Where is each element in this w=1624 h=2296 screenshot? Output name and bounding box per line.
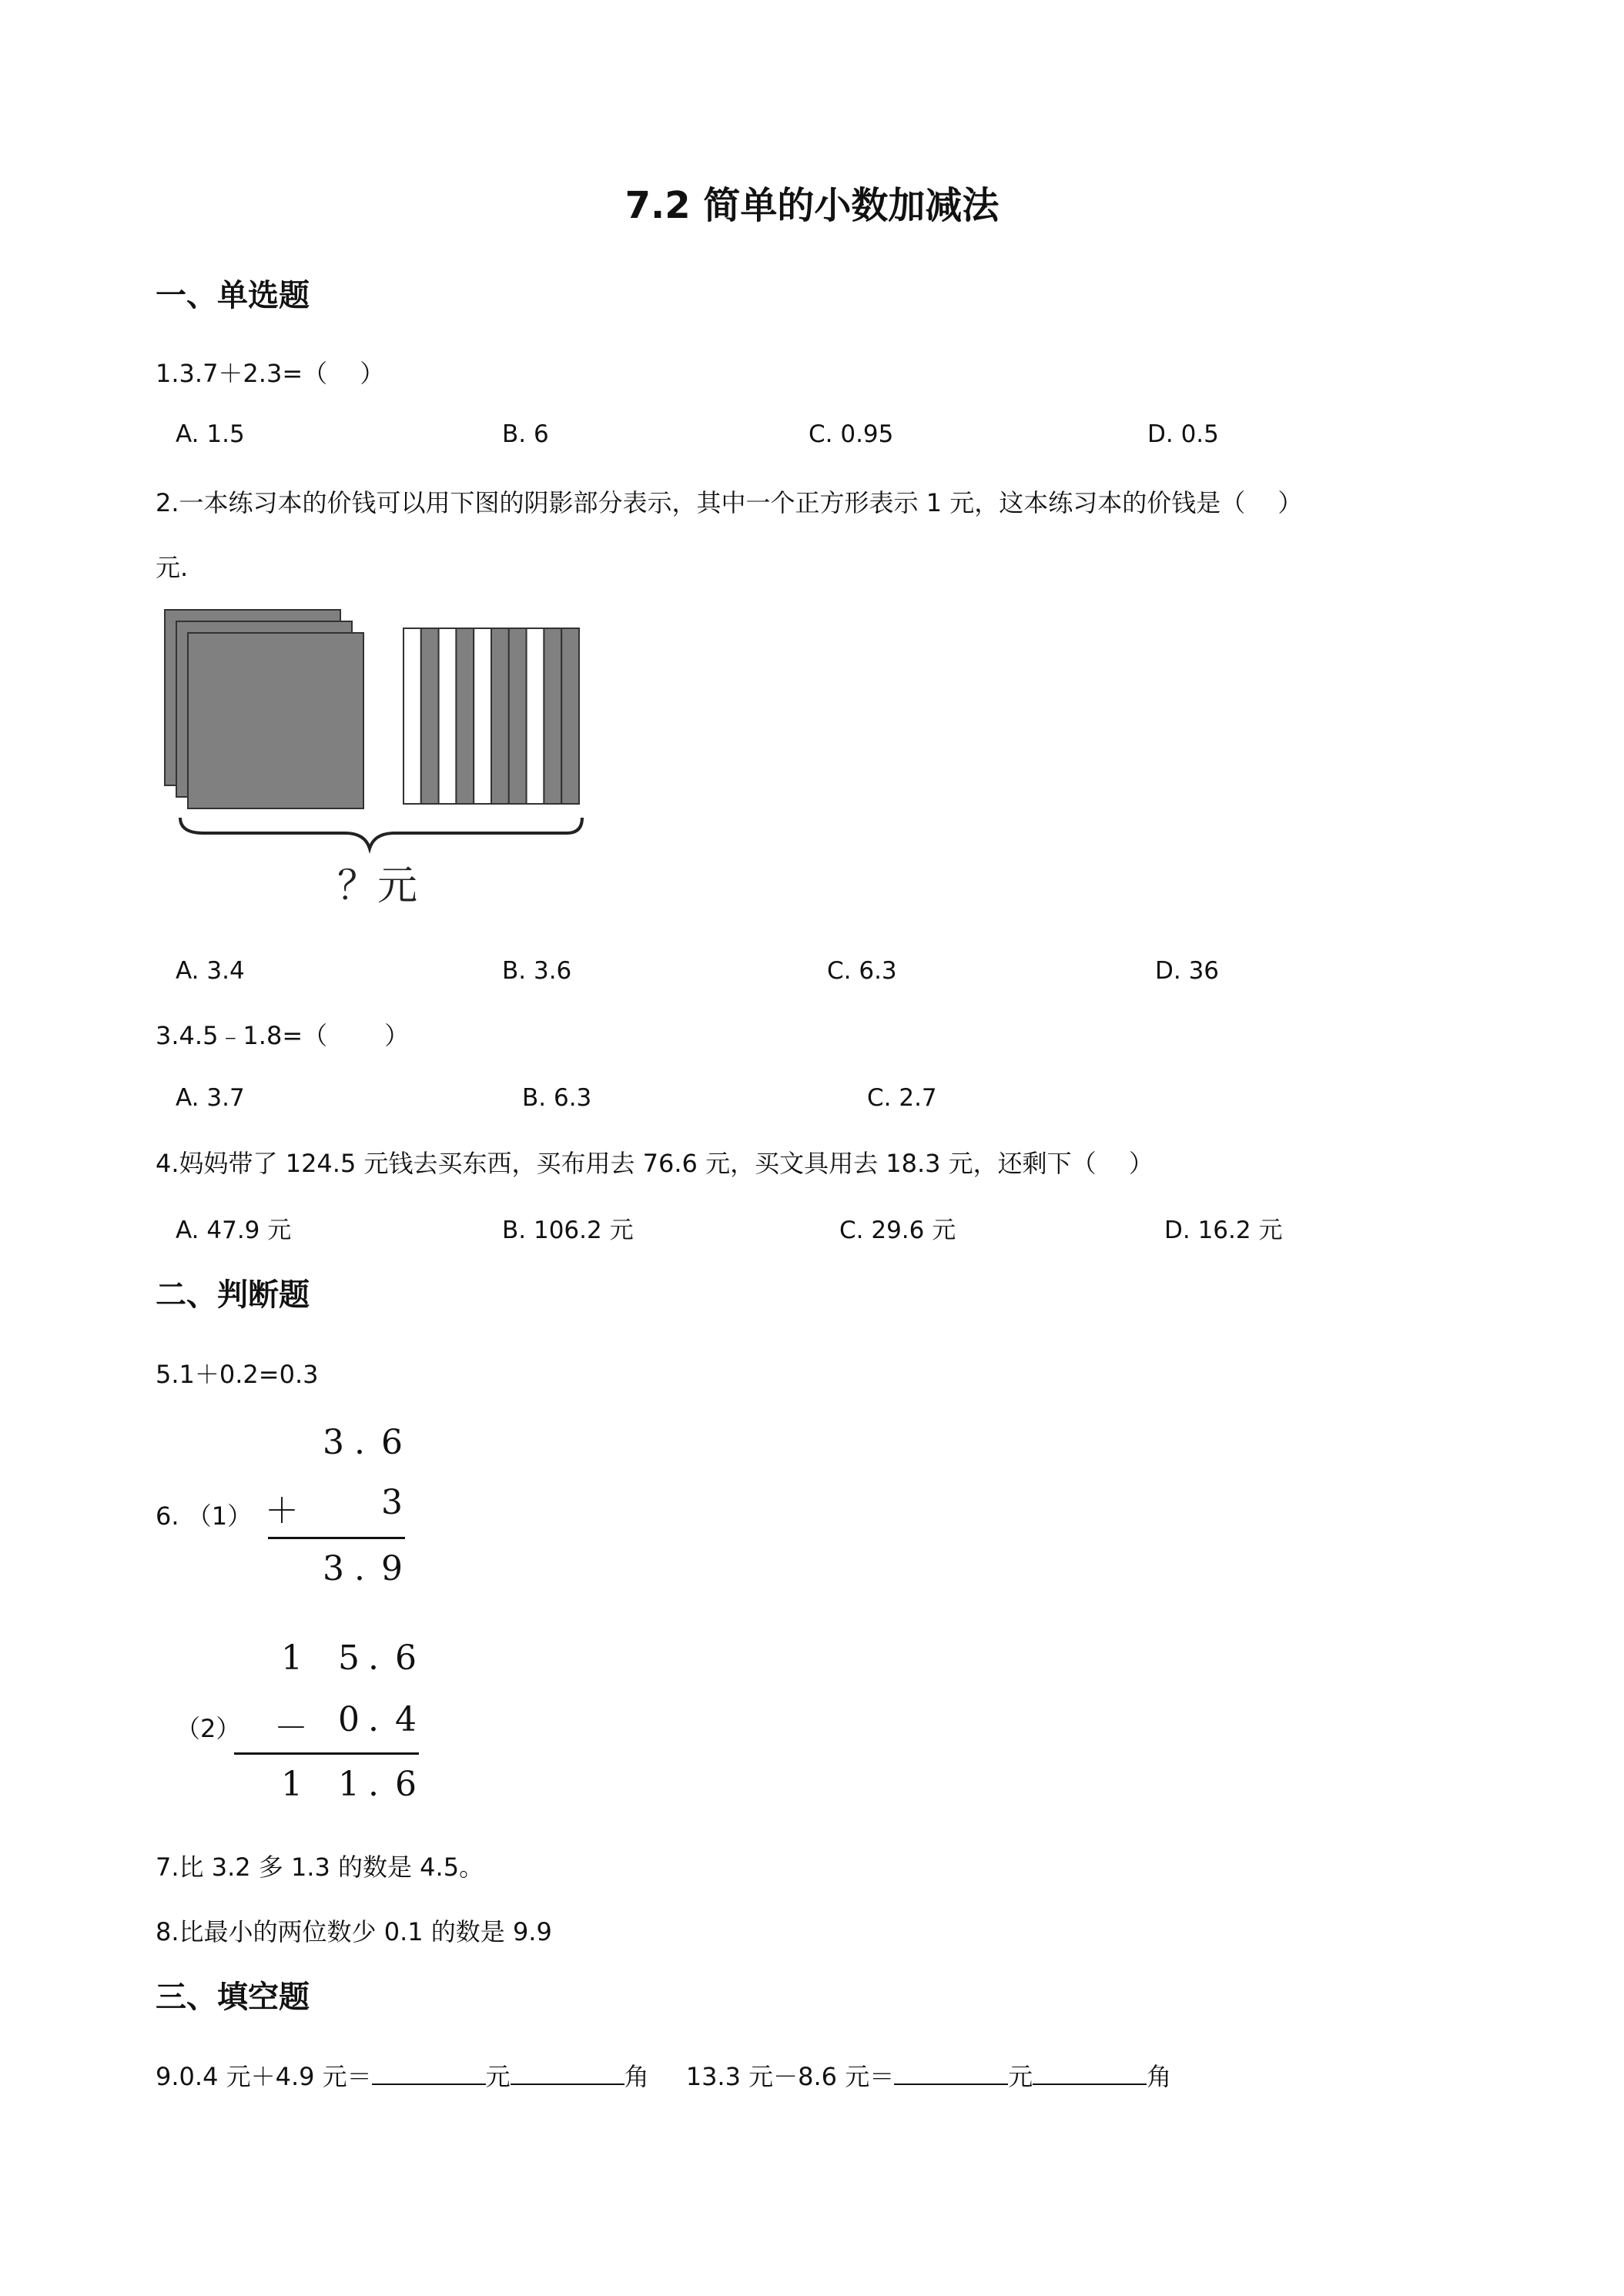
- q3-option-c: C. 2.7: [867, 1084, 937, 1112]
- q4-option-c: C. 29.6 元: [839, 1217, 956, 1244]
- figure-label: ？元: [337, 865, 418, 909]
- digit: 3: [323, 1549, 344, 1588]
- question-5: 5.1＋0.2=0.3: [156, 1360, 319, 1389]
- digit: 6: [395, 1765, 417, 1804]
- question-2: 2.一本练习本的价钱可以用下图的阴影部分表示，其中一个正方形表示 1 元，这本练习本的价钱是（ ）: [156, 488, 1303, 517]
- question-7: 7.比 3.2 多 1.3 的数是 4.5。: [156, 1853, 484, 1882]
- shaded-square-3: [188, 633, 363, 808]
- unit-yuan: 元: [1008, 2062, 1033, 2091]
- section-heading-single-choice: 一、单选题: [156, 278, 310, 313]
- q2-option-b: B. 3.6: [502, 957, 572, 985]
- operator-plus: ＋: [265, 1491, 299, 1531]
- question-6-part2-label: （2）: [176, 1714, 241, 1743]
- digit: .: [368, 1765, 379, 1804]
- q3-option-b: B. 6.3: [522, 1084, 592, 1112]
- digit: 0: [338, 1700, 360, 1739]
- difference-line: [234, 1752, 419, 1755]
- q1-option-d: D. 0.5: [1147, 420, 1219, 448]
- unit-yuan: 元: [485, 2062, 511, 2091]
- digit: 1: [281, 1765, 303, 1804]
- brace: [180, 818, 582, 848]
- section-heading-true-false: 二、判断题: [156, 1277, 310, 1313]
- question-8: 8.比最小的两位数少 0.1 的数是 9.9: [156, 1917, 552, 1946]
- q9-part-a: 9.0.4 元＋4.9 元＝: [156, 2062, 372, 2091]
- q4-option-d: D. 16.2 元: [1164, 1217, 1283, 1244]
- section-heading-fill-blank: 三、填空题: [156, 1980, 310, 2015]
- question-2-continued: 元.: [156, 553, 189, 582]
- shaded-tenth: [561, 628, 579, 804]
- price-figure: [163, 608, 594, 924]
- digit: .: [354, 1423, 365, 1462]
- digit: 6: [395, 1638, 417, 1678]
- q2-option-a: A. 3.4: [176, 957, 245, 985]
- shaded-tenth: [421, 628, 439, 804]
- shaded-tenth: [544, 628, 561, 804]
- digit: 1: [338, 1765, 360, 1804]
- unshaded-tenth: [439, 628, 457, 804]
- digit: 6: [381, 1423, 403, 1462]
- digit: 3: [323, 1423, 344, 1462]
- answer-blank-jiao-1[interactable]: [511, 2060, 624, 2085]
- q9-part-b: 13.3 元－8.6 元＝: [685, 2062, 895, 2091]
- unit-jiao: 角: [1147, 2062, 1172, 2091]
- q4-option-b: B. 106.2 元: [502, 1217, 634, 1244]
- question-3: 3.4.5﹣1.8=（ ）: [156, 1021, 410, 1050]
- q2-option-d: D. 36: [1155, 957, 1220, 985]
- digit: .: [368, 1638, 379, 1678]
- answer-blank-jiao-2[interactable]: [1033, 2060, 1147, 2085]
- unshaded-tenth: [527, 628, 544, 804]
- q1-option-b: B. 6: [502, 420, 549, 448]
- answer-blank-yuan-2[interactable]: [894, 2060, 1008, 2085]
- shaded-square-stack: [165, 610, 363, 808]
- question-6-label: 6. （1）: [156, 1501, 253, 1531]
- question-1: 1.3.7＋2.3=（ ）: [156, 359, 385, 388]
- sum-line: [268, 1537, 405, 1539]
- unit-jiao: 角: [624, 2062, 649, 2091]
- shaded-tenth: [456, 628, 474, 804]
- digit: .: [368, 1700, 379, 1739]
- q1-option-a: A. 1.5: [176, 420, 245, 448]
- unshaded-tenth: [403, 628, 421, 804]
- shaded-tenth: [491, 628, 509, 804]
- digit: .: [354, 1549, 365, 1588]
- digit: 5: [338, 1638, 360, 1678]
- digit: 4: [395, 1700, 417, 1739]
- unshaded-tenth: [474, 628, 491, 804]
- q3-option-a: A. 3.7: [176, 1084, 245, 1112]
- q4-option-a: A. 47.9 元: [176, 1217, 292, 1244]
- page-title: 7.2 简单的小数加减法: [624, 184, 1000, 227]
- digit: 9: [381, 1549, 403, 1588]
- q1-option-c: C. 0.95: [809, 420, 894, 448]
- q2-option-c: C. 6.3: [827, 957, 897, 985]
- digit: 3: [381, 1483, 403, 1522]
- question-9: [156, 2057, 1171, 2093]
- operator-minus: －: [274, 1709, 308, 1748]
- answer-blank-yuan-1[interactable]: [372, 2060, 486, 2085]
- shaded-tenth: [509, 628, 527, 804]
- question-4: 4.妈妈带了 124.5 元钱去买东西，买布用去 76.6 元，买文具用去 18.3 元，还剩下（ ）: [156, 1149, 1154, 1178]
- digit: 1: [281, 1638, 303, 1678]
- decimal-strip: [403, 628, 579, 804]
